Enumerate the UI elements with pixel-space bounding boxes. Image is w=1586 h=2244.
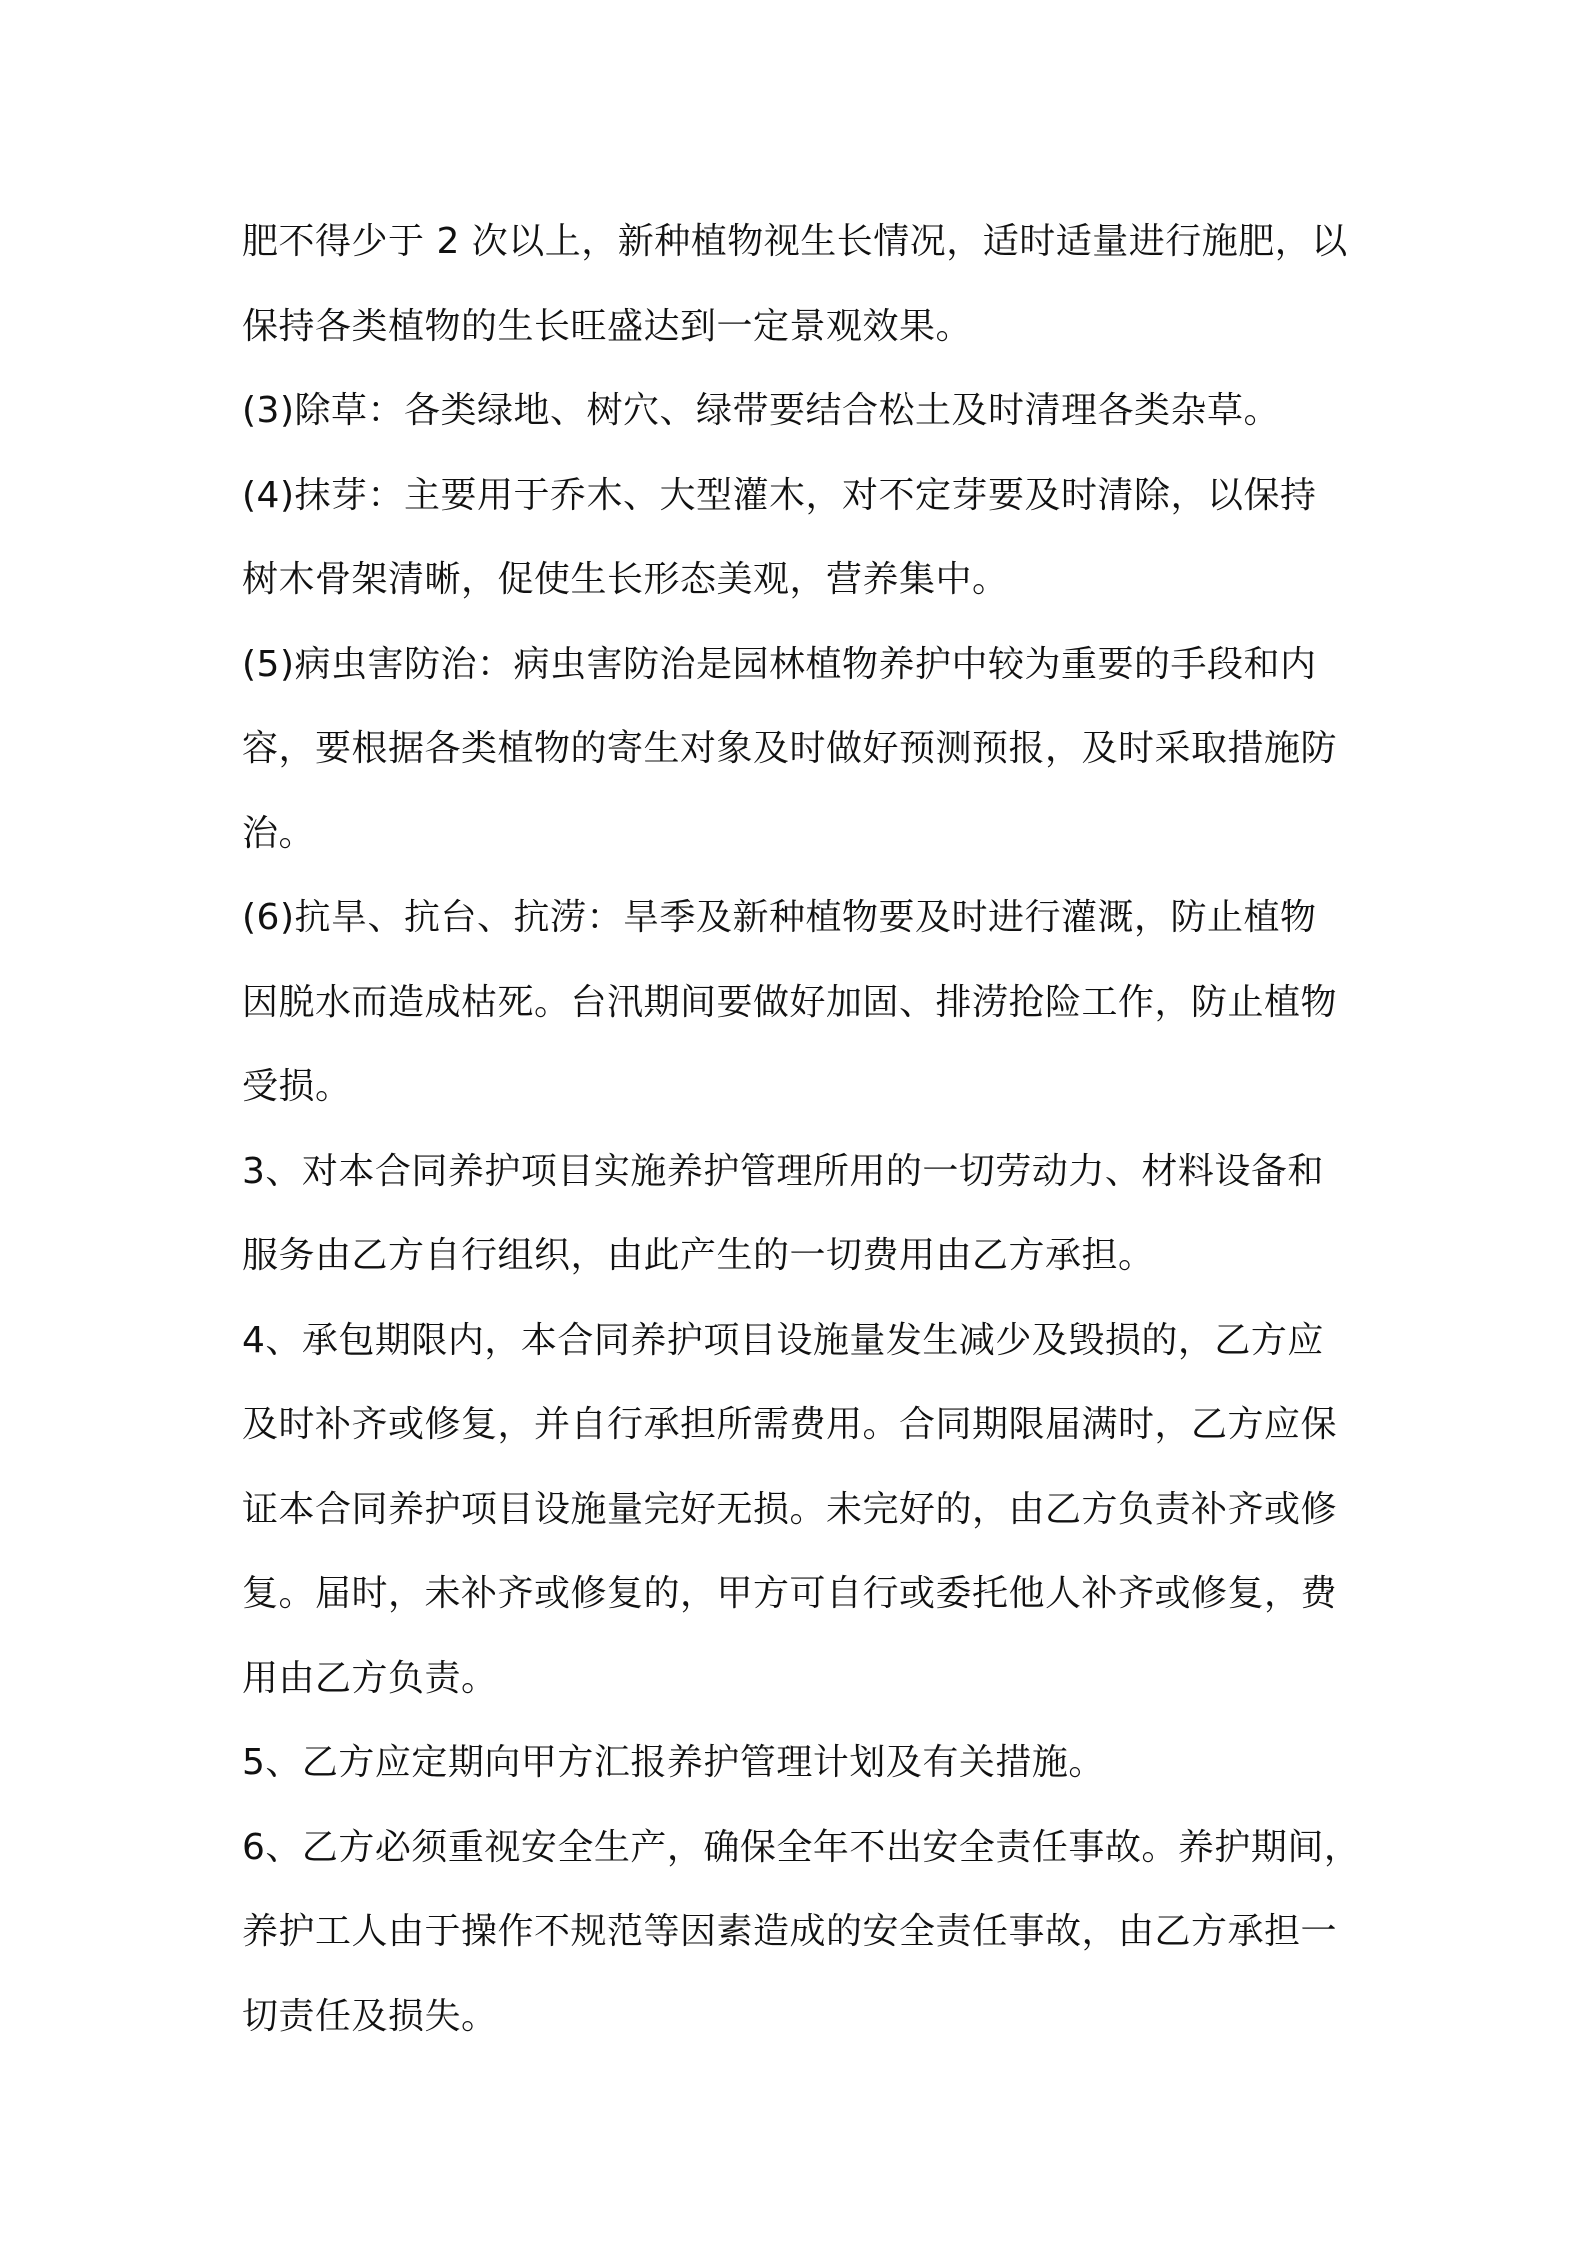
paragraph-clause-6: 6、乙方必须重视安全生产，确保全年不出安全责任事故。养护期间， 养护工人由于操作不规范等因素造成的安全责任事故，由乙方承担一 切责任及损失。 (242, 1826, 1361, 2037)
paragraph-weeding: (3)除草：各类绿地、树穴、绿带要结合松土及时清理各类杂草。 (242, 390, 1280, 431)
paragraph-clause-3: 3、对本合同养护项目实施养护管理所用的一切劳动力、材料设备和 服务由乙方自行组织，由此产生的一切费用由乙方承担。 (242, 1150, 1324, 1276)
paragraph-drought-typhoon-flood: (6)抗旱、抗台、抗涝：旱季及新种植物要及时进行灌溉，防止植物 因脱水而造成枯死。台汛期间要做好加固、排涝抢险工作，防止植物 受损。 (242, 897, 1338, 1107)
paragraph-pest-control: (5)病虫害防治：病虫害防治是园林植物养护中较为重要的手段和内 容，要根据各类植物的寄生对象及时做好预测预报，及时采取措施防 治。 (242, 643, 1338, 854)
paragraph-clause-4: 4、承包期限内，本合同养护项目设施量发生减少及毁损的，乙方应 及时补齐或修复，并自行承担所需费用。合同期限届满时，乙方应保 证本合同养护项目设施量完好无损。未完好的，由乙方负责补齐或修 复。届时，未补齐或修复的，甲方可自行或委托他人补齐或修复，费 用由乙方负责。 (242, 1319, 1338, 1699)
paragraph-bud-removal: (4)抹芽：主要用于乔木、大型灌木，对不定芽要及时清除，以保持 树木骨架清晰，促使生长形态美观，营养集中。 (242, 474, 1317, 600)
document-body (242, 200, 1362, 2059)
paragraph-fertilizing-continued: 肥不得少于 2 次以上，新种植物视生长情况，适时适量进行施肥，以 保持各类植物的生长旺盛达到一定景观效果。 (242, 221, 1348, 347)
paragraph-clause-5: 5、乙方应定期向甲方汇报养护管理计划及有关措施。 (242, 1742, 1105, 1783)
